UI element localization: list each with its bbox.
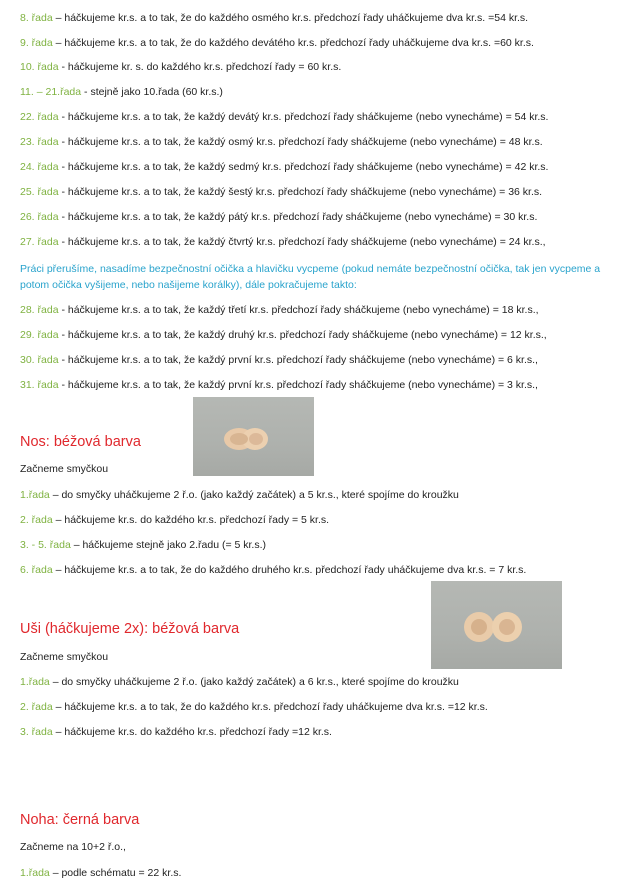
row-label: 25. řada	[20, 186, 59, 198]
nose-row-1	[20, 488, 459, 502]
row-text: – háčkujeme kr.s. a to tak, že do každého devátého kr.s. předchozí řady uháčkujeme dva kr.s. =60 kr.s.	[52, 37, 534, 49]
ears-heading: Uši (háčkujeme 2x): béžová barva	[20, 621, 240, 637]
row-label: 2. řada	[20, 514, 53, 526]
row-label: 1.řada	[20, 676, 50, 688]
ears-row-1	[20, 675, 459, 689]
row-label: 28. řada	[20, 304, 59, 316]
row-text: – háčkujeme kr.s. a to tak, že do každého kr.s. předchozí řady uháčkujeme dva kr.s. =12 kr.s.	[52, 701, 488, 713]
row-31	[20, 378, 538, 392]
leg-start: Začneme na 10+2 ř.o.,	[20, 841, 126, 853]
row-label: 29. řada	[20, 329, 59, 341]
row-label: 10. řada	[20, 61, 59, 73]
row-11-21	[20, 85, 223, 99]
row-22	[20, 110, 548, 124]
ears-row-3	[20, 725, 332, 739]
row-text: - háčkujeme kr.s. a to tak, že každý sedmý kr.s. předchozí řady sháčkujeme (nebo vynecháme) = 42 kr.s.	[58, 161, 549, 173]
row-text: - háčkujeme kr.s. a to tak, že každý osmý kr.s. předchozí řady sháčkujeme (nebo vynecháme) = 48 kr.s.	[58, 136, 543, 148]
row-label: 3. řada	[20, 726, 53, 738]
row-29	[20, 328, 547, 342]
row-text: – do smyčky uháčkujeme 2 ř.o. (jako každý začátek) a 5 kr.s., které spojíme do kroužku	[49, 489, 459, 501]
row-label: 3. - 5. řada	[20, 539, 71, 551]
row-text: - háčkujeme kr.s. a to tak, že každý třetí kr.s. předchozí řady sháčkujeme (nebo vynecháme) = 18 kr.s.,	[58, 304, 539, 316]
ears-photo	[431, 581, 562, 669]
row-9	[20, 36, 534, 50]
row-text: – háčkujeme kr.s. do každého kr.s. předchozí řady = 5 kr.s.	[52, 514, 330, 526]
row-label: 24. řada	[20, 161, 59, 173]
row-label: 11. – 21.řada	[20, 86, 82, 98]
row-text: - háčkujeme kr.s. a to tak, že každý devátý kr.s. předchozí řady sháčkujeme (nebo vynecháme) = 54 kr.s.	[58, 111, 549, 123]
row-label: 30. řada	[20, 354, 59, 366]
row-text: - háčkujeme kr. s. do každého kr.s. předchozí řady = 60 kr.s.	[58, 61, 342, 73]
leg-heading: Noha: černá barva	[20, 812, 140, 828]
row-25	[20, 185, 542, 199]
row-text: - háčkujeme kr.s. a to tak, že každý šestý kr.s. předchozí řady sháčkujeme (nebo vynecháme) = 36 kr.s.	[58, 186, 543, 198]
nose-crochet-piece	[193, 397, 314, 476]
row-text: – háčkujeme kr.s. do každého kr.s. předchozí řady =12 kr.s.	[52, 726, 332, 738]
row-text: - háčkujeme kr.s. a to tak, že každý pátý kr.s. předchozí řady sháčkujeme (nebo vynecháme) = 30 kr.s.	[58, 211, 538, 223]
row-26	[20, 210, 537, 224]
row-label: 8. řada	[20, 12, 53, 24]
instruction-note: Práci přerušíme, nasadíme bezpečnostní očička a hlavičku vycpeme (pokud nemáte bezpečnostní očička, tak jen vycpeme a potom očička vyšijeme, nebo našijeme korálky), dále pokračujeme takto:	[20, 263, 601, 291]
nose-row-3-5	[20, 538, 266, 552]
row-30	[20, 353, 538, 367]
row-label: 27. řada	[20, 236, 59, 248]
row-text: – podle schématu = 22 kr.s.	[49, 867, 182, 879]
leg-row-1	[20, 866, 181, 880]
row-label: 31. řada	[20, 379, 59, 391]
row-10	[20, 60, 341, 74]
row-label: 9. řada	[20, 37, 53, 49]
row-label: 1.řada	[20, 489, 50, 501]
row-label: 22. řada	[20, 111, 59, 123]
ears-start: Začneme smyčkou	[20, 651, 109, 663]
row-8	[20, 11, 528, 25]
nose-photo	[193, 397, 314, 476]
row-label: 6. řada	[20, 564, 53, 576]
row-text: – háčkujeme stejně jako 2.řadu (= 5 kr.s.)	[70, 539, 267, 551]
ears-row-2	[20, 700, 488, 714]
row-label: 1.řada	[20, 867, 50, 879]
row-text: - háčkujeme kr.s. a to tak, že každý první kr.s. předchozí řady sháčkujeme (nebo vynecháme) = 3 kr.s.,	[58, 379, 538, 391]
ears-crochet-pieces	[431, 581, 562, 669]
row-text: – do smyčky uháčkujeme 2 ř.o. (jako každý začátek) a 6 kr.s., které spojíme do kroužku	[49, 676, 459, 688]
row-28	[20, 303, 539, 317]
row-label: 2. řada	[20, 701, 53, 713]
row-text: - háčkujeme kr.s. a to tak, že každý první kr.s. předchozí řady sháčkujeme (nebo vynecháme) = 6 kr.s.,	[58, 354, 538, 366]
nose-row-6	[20, 563, 526, 577]
row-text: - stejně jako 10.řada (60 kr.s.)	[81, 86, 223, 98]
row-label: 23. řada	[20, 136, 59, 148]
nose-row-2	[20, 513, 329, 527]
nose-heading: Nos: béžová barva	[20, 434, 141, 450]
row-text: – háčkujeme kr.s. a to tak, že do každého druhého kr.s. předchozí řady uháčkujeme dva kr.s. = 7 kr.s.	[52, 564, 527, 576]
row-text: - háčkujeme kr.s. a to tak, že každý druhý kr.s. předchozí řady sháčkujeme (nebo vynecháme) = 12 kr.s.,	[58, 329, 547, 341]
row-23	[20, 135, 543, 149]
nose-start: Začneme smyčkou	[20, 463, 109, 475]
row-27	[20, 235, 546, 249]
row-24	[20, 160, 548, 174]
row-label: 26. řada	[20, 211, 59, 223]
row-text: - háčkujeme kr.s. a to tak, že každý čtvrtý kr.s. předchozí řady sháčkujeme (nebo vynecháme) = 24 kr.s.,	[58, 236, 546, 248]
row-text: – háčkujeme kr.s. a to tak, že do každého osmého kr.s. předchozí řady uháčkujeme dva kr.s. =54 kr.s.	[52, 12, 529, 24]
